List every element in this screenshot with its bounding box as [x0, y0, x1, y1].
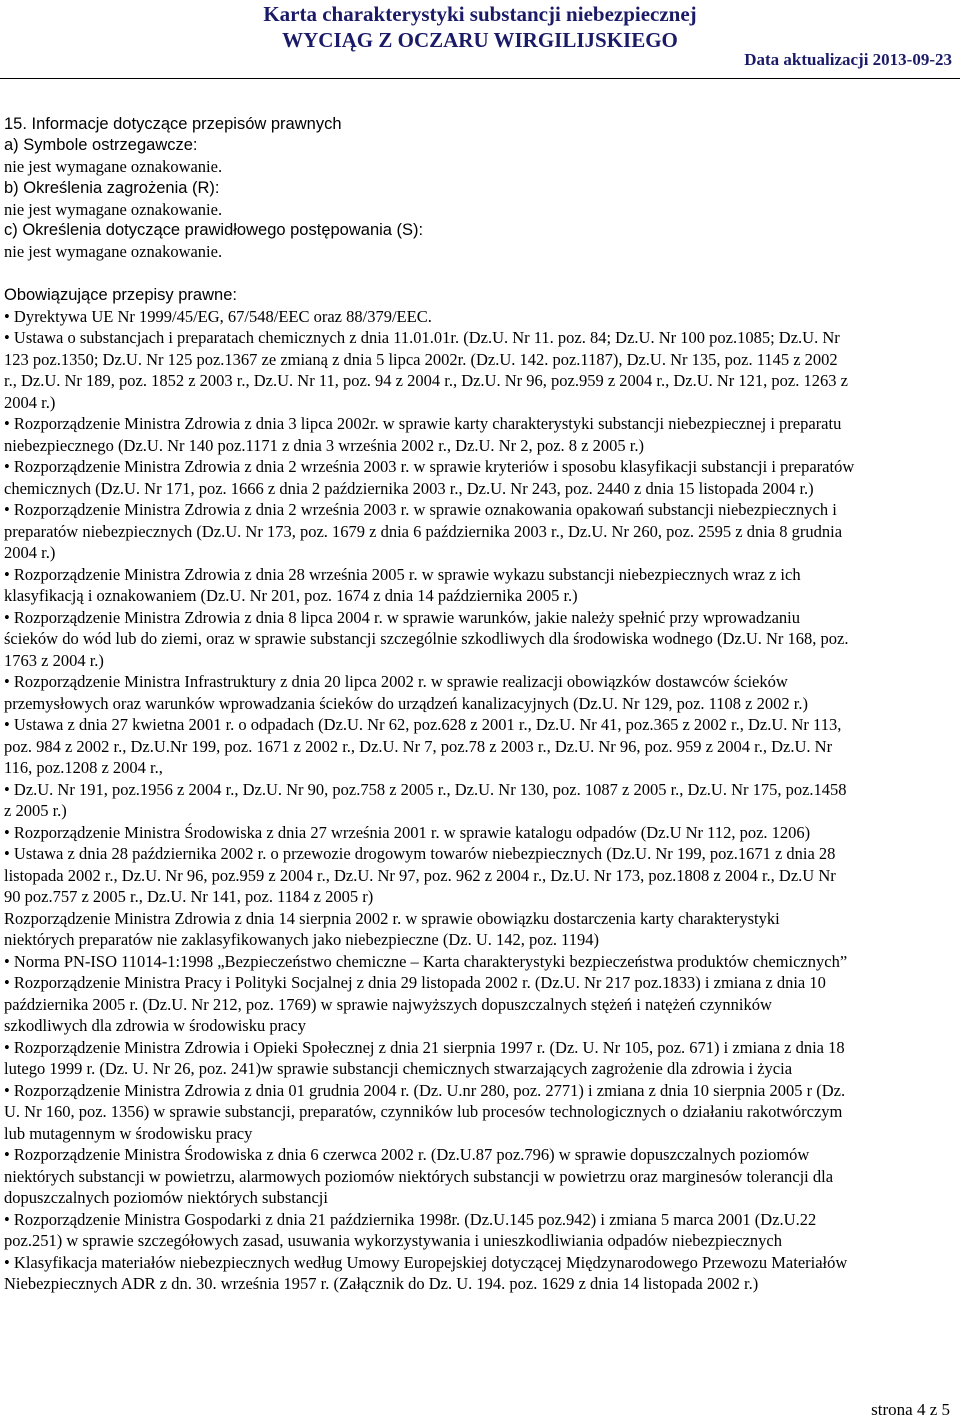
- section-heading: 15. Informacje dotyczące przepisów prawnych: [4, 115, 342, 133]
- regulation-line: • Ustawa z dnia 28 października 2002 r. o przewozie drogowym towarów niebezpiecznych (Dz.U. Nr 199, poz.1671 z dnia 28: [4, 844, 836, 863]
- regulation-line: chemicznych (Dz.U. Nr 171, poz. 1666 z dnia 2 października 2003 r., Dz.U. Nr 243, poz. 2440 z dnia 15 listopada 2004 r.): [4, 478, 814, 498]
- regulation-line: • Rozporządzenie Ministra Środowiska z dnia 27 września 2001 r. w sprawie katalogu odpadów (Dz.U Nr 112, poz. 1206): [4, 822, 811, 842]
- regulations-heading: Obowiązujące przepisy prawne:: [4, 285, 237, 304]
- regulation-line: niektórych preparatów nie zaklasyfikowanych jako niebezpieczne (Dz. U. 142, poz. 1194): [4, 930, 599, 949]
- regulation-line: • Rozporządzenie Ministra Środowiska z dnia 6 czerwca 2002 r. (Dz.U.87 poz.796) w sprawie dopuszczalnych poziomów: [4, 1145, 810, 1164]
- regulation-line: niektórych substancji w powietrzu, alarmowych poziomów niektórych substancji w powietrzu oraz marginesów tolerancji dla: [4, 1166, 834, 1186]
- section-15: [4, 114, 954, 263]
- regulation-line: • Rozporządzenie Ministra Zdrowia z dnia 28 września 2005 r. w sprawie wykazu substancji niebezpiecznych wraz z ich: [4, 564, 801, 584]
- regulation-line: lub mutagennym w środowisku pracy: [4, 1123, 253, 1143]
- header-divider: [0, 78, 960, 79]
- symbols-value: nie jest wymagane oznakowanie.: [4, 157, 223, 176]
- r-phrases-label: b) Określenia zagrożenia (R):: [4, 178, 220, 197]
- regulation-line: z 2005 r.): [4, 801, 67, 820]
- regulation-line: • Rozporządzenie Ministra Zdrowia z dnia 8 lipca 2004 r. w sprawie warunków, jakie należy spełnić przy wprowadzaniu: [4, 607, 800, 627]
- update-date: Data aktualizacji 2013-09-23: [744, 50, 952, 69]
- regulation-line: • Rozporządzenie Ministra Pracy i Polityki Socjalnej z dnia 29 listopada 2002 r. (Dz.U. Nr 217 poz.1833) i zmiana z dnia 10: [4, 973, 826, 992]
- regulation-line: dopuszczalnych poziomów niektórych substancji: [4, 1188, 328, 1207]
- regulation-line: • Rozporządzenie Ministra Zdrowia z dnia 2 września 2003 r. w sprawie kryteriów i sposobu klasyfikacji substancji i preparatów: [4, 457, 855, 476]
- regulation-line: przemysłowych oraz warunków wprowadzania ścieków do urządzeń kanalizacyjnych (Dz.U. Nr 129, poz. 1108 z 2002 r.): [4, 693, 808, 713]
- regulation-line: października 2005 r. (Dz.U. Nr 212, poz. 1769) w sprawie najwyższych dopuszczalnych stężeń i natężeń czynników: [4, 994, 772, 1014]
- regulation-line: • Rozporządzenie Ministra Gospodarki z dnia 21 października 1998r. (Dz.U.145 poz.942) i zmiana 5 marca 2001 (Dz.U.22: [4, 1209, 817, 1229]
- regulation-line: poz. 984 z 2002 r., Dz.U.Nr 199, poz. 1671 z 2002 r., Dz.U. Nr 7, poz.78 z 2003 r., Dz.U. Nr 96, poz. 959 z 2004 r., Dz.U. Nr: [4, 736, 833, 756]
- regulation-line: • Rozporządzenie Ministra Zdrowia z dnia 01 grudnia 2004 r. (Dz. U.nr 280, poz. 2771) i zmiana z dnia 10 sierpnia 2005 r (Dz.: [4, 1080, 846, 1100]
- regulation-line: niebezpiecznego (Dz.U. Nr 140 poz.1171 z dnia 3 września 2002 r., Dz.U. Nr 2, poz. 8 z 2005 r.): [4, 435, 644, 455]
- regulation-line: 2004 r.): [4, 543, 56, 562]
- regulation-line: poz.251) w sprawie szczegółowych zasad, usuwania wykorzystywania i unieszkodliwiania odpadów niebezpiecznych: [4, 1231, 782, 1250]
- regulation-line: listopada 2002 r., Dz.U. Nr 96, poz.959 z 2004 r., Dz.U. Nr 97, poz. 962 z 2004 r., Dz.U. Nr 173, poz.1808 z 2004 r., Dz.U Nr: [4, 865, 836, 885]
- regulation-line: • Dz.U. Nr 191, poz.1956 z 2004 r., Dz.U. Nr 90, poz.758 z 2005 r., Dz.U. Nr 130, poz. 1087 z 2005 r., Dz.U. Nr 175, poz.1458: [4, 779, 847, 799]
- regulation-line: r., Dz.U. Nr 189, poz. 1852 z 2003 r., Dz.U. Nr 11, poz. 94 z 2004 r., Dz.U. Nr 96, poz.959 z 2004 r., Dz.U. Nr 121, poz. 1263 z: [4, 371, 848, 390]
- regulation-line: ścieków do wód lub do ziemi, oraz w sprawie substancji szczególnie szkodliwych dla środowiska wodnego (Dz.U. Nr 168, poz.: [4, 629, 849, 648]
- regulation-line: • Rozporządzenie Ministra Zdrowia z dnia 3 lipca 2002r. w sprawie karty charakterystyki substancji niebezpiecznej i preparatu: [4, 414, 842, 433]
- regulation-line: 123 poz.1350; Dz.U. Nr 125 poz.1367 ze zmianą z dnia 5 lipca 2002r. (Dz.U. 142. poz.1187), Dz.U. Nr 135, poz. 1145 z 2002: [4, 349, 838, 369]
- regulation-line: klasyfikacją i oznakowaniem (Dz.U. Nr 201, poz. 1674 z dnia 14 października 2005 r.): [4, 586, 578, 605]
- r-phrases-value: nie jest wymagane oznakowanie.: [4, 199, 223, 219]
- symbols-label: a) Symbole ostrzegawcze:: [4, 136, 198, 154]
- regulation-line: U. Nr 160, poz. 1356) w sprawie substancji, preparatów, czynników lub procesów technologicznych o działaniu rakotwórczym: [4, 1102, 843, 1121]
- regulation-line: preparatów niebezpiecznych (Dz.U. Nr 173, poz. 1679 z dnia 6 października 2003 r., Dz.U. Nr 260, poz. 2595 z dnia 8 grudnia: [4, 521, 843, 541]
- page-number: strona 4 z 5: [871, 1400, 950, 1419]
- s-phrases-value: nie jest wymagane oznakowanie.: [4, 242, 223, 261]
- regulations-list: [4, 306, 954, 1295]
- regulation-line: • Rozporządzenie Ministra Zdrowia z dnia 2 września 2003 r. w sprawie oznakowania opakowań substancji niebezpiecznych i: [4, 500, 837, 519]
- s-phrases-label: c) Określenia dotyczące prawidłowego postępowania (S):: [4, 221, 424, 239]
- regulation-line: 116, poz.1208 z 2004 r.,: [4, 758, 163, 777]
- regulation-line: • Ustawa z dnia 27 kwietna 2001 r. o odpadach (Dz.U. Nr 62, poz.628 z 2001 r., Dz.U. Nr 41, poz.365 z 2002 r., Dz.U. Nr 113,: [4, 715, 842, 734]
- document-title: Karta charakterystyki substancji niebezpiecznej: [263, 2, 697, 26]
- regulation-line: szkodliwych dla zdrowia w środowisku pracy: [4, 1016, 306, 1035]
- regulation-line: • Dyrektywa UE Nr 1999/45/EG, 67/548/EEC oraz 88/379/EEC.: [4, 306, 432, 326]
- regulation-line: • Rozporządzenie Ministra Infrastruktury z dnia 20 lipca 2002 r. w sprawie realizacji obowiązków dostawców ścieków: [4, 672, 788, 691]
- regulation-line: lutego 1999 r. (Dz. U. Nr 26, poz. 241)w sprawie substancji chemicznych stwarzających zagrożenie dla zdrowia i życia: [4, 1059, 793, 1078]
- regulation-line: • Ustawa o substancjach i preparatach chemicznych z dnia 11.01.01r. (Dz.U. Nr 11. poz. 84; Dz.U. Nr 100 poz.1085; Dz.U. Nr: [4, 328, 840, 347]
- regulation-line: • Norma PN-ISO 11014-1:1998 „Bezpieczeństwo chemiczne – Karta charakterystyki bezpieczeństwa produktów chemicznych”: [4, 951, 848, 971]
- regulation-line: Rozporządzenie Ministra Zdrowia z dnia 14 sierpnia 2002 r. w sprawie obowiązku dostarczenia karty charakterystyki: [4, 908, 780, 928]
- regulation-line: 90 poz.757 z 2005 r., Dz.U. Nr 141, poz. 1184 z 2005 r): [4, 887, 374, 906]
- regulation-line: • Rozporządzenie Ministra Zdrowia i Opieki Społecznej z dnia 21 sierpnia 1997 r. (Dz. U. Nr 105, poz. 671) i zmiana z dnia 18: [4, 1037, 845, 1057]
- regulation-line: 1763 z 2004 r.): [4, 650, 104, 670]
- regulation-line: • Klasyfikacja materiałów niebezpiecznych według Umowy Europejskiej dotyczącej Międzynarodowego Przewozu Materiałów: [4, 1252, 848, 1272]
- spacer: [4, 263, 954, 285]
- regulation-line: 2004 r.): [4, 392, 56, 412]
- product-name: WYCIĄG Z OCZARU WIRGILIJSKIEGO: [282, 28, 678, 52]
- regulation-line: Niebezpiecznych ADR z dn. 30. września 1957 r. (Załącznik do Dz. U. 194. poz. 1629 z dnia 14 listopada 2002 r.): [4, 1274, 759, 1293]
- document-body: [4, 114, 954, 1295]
